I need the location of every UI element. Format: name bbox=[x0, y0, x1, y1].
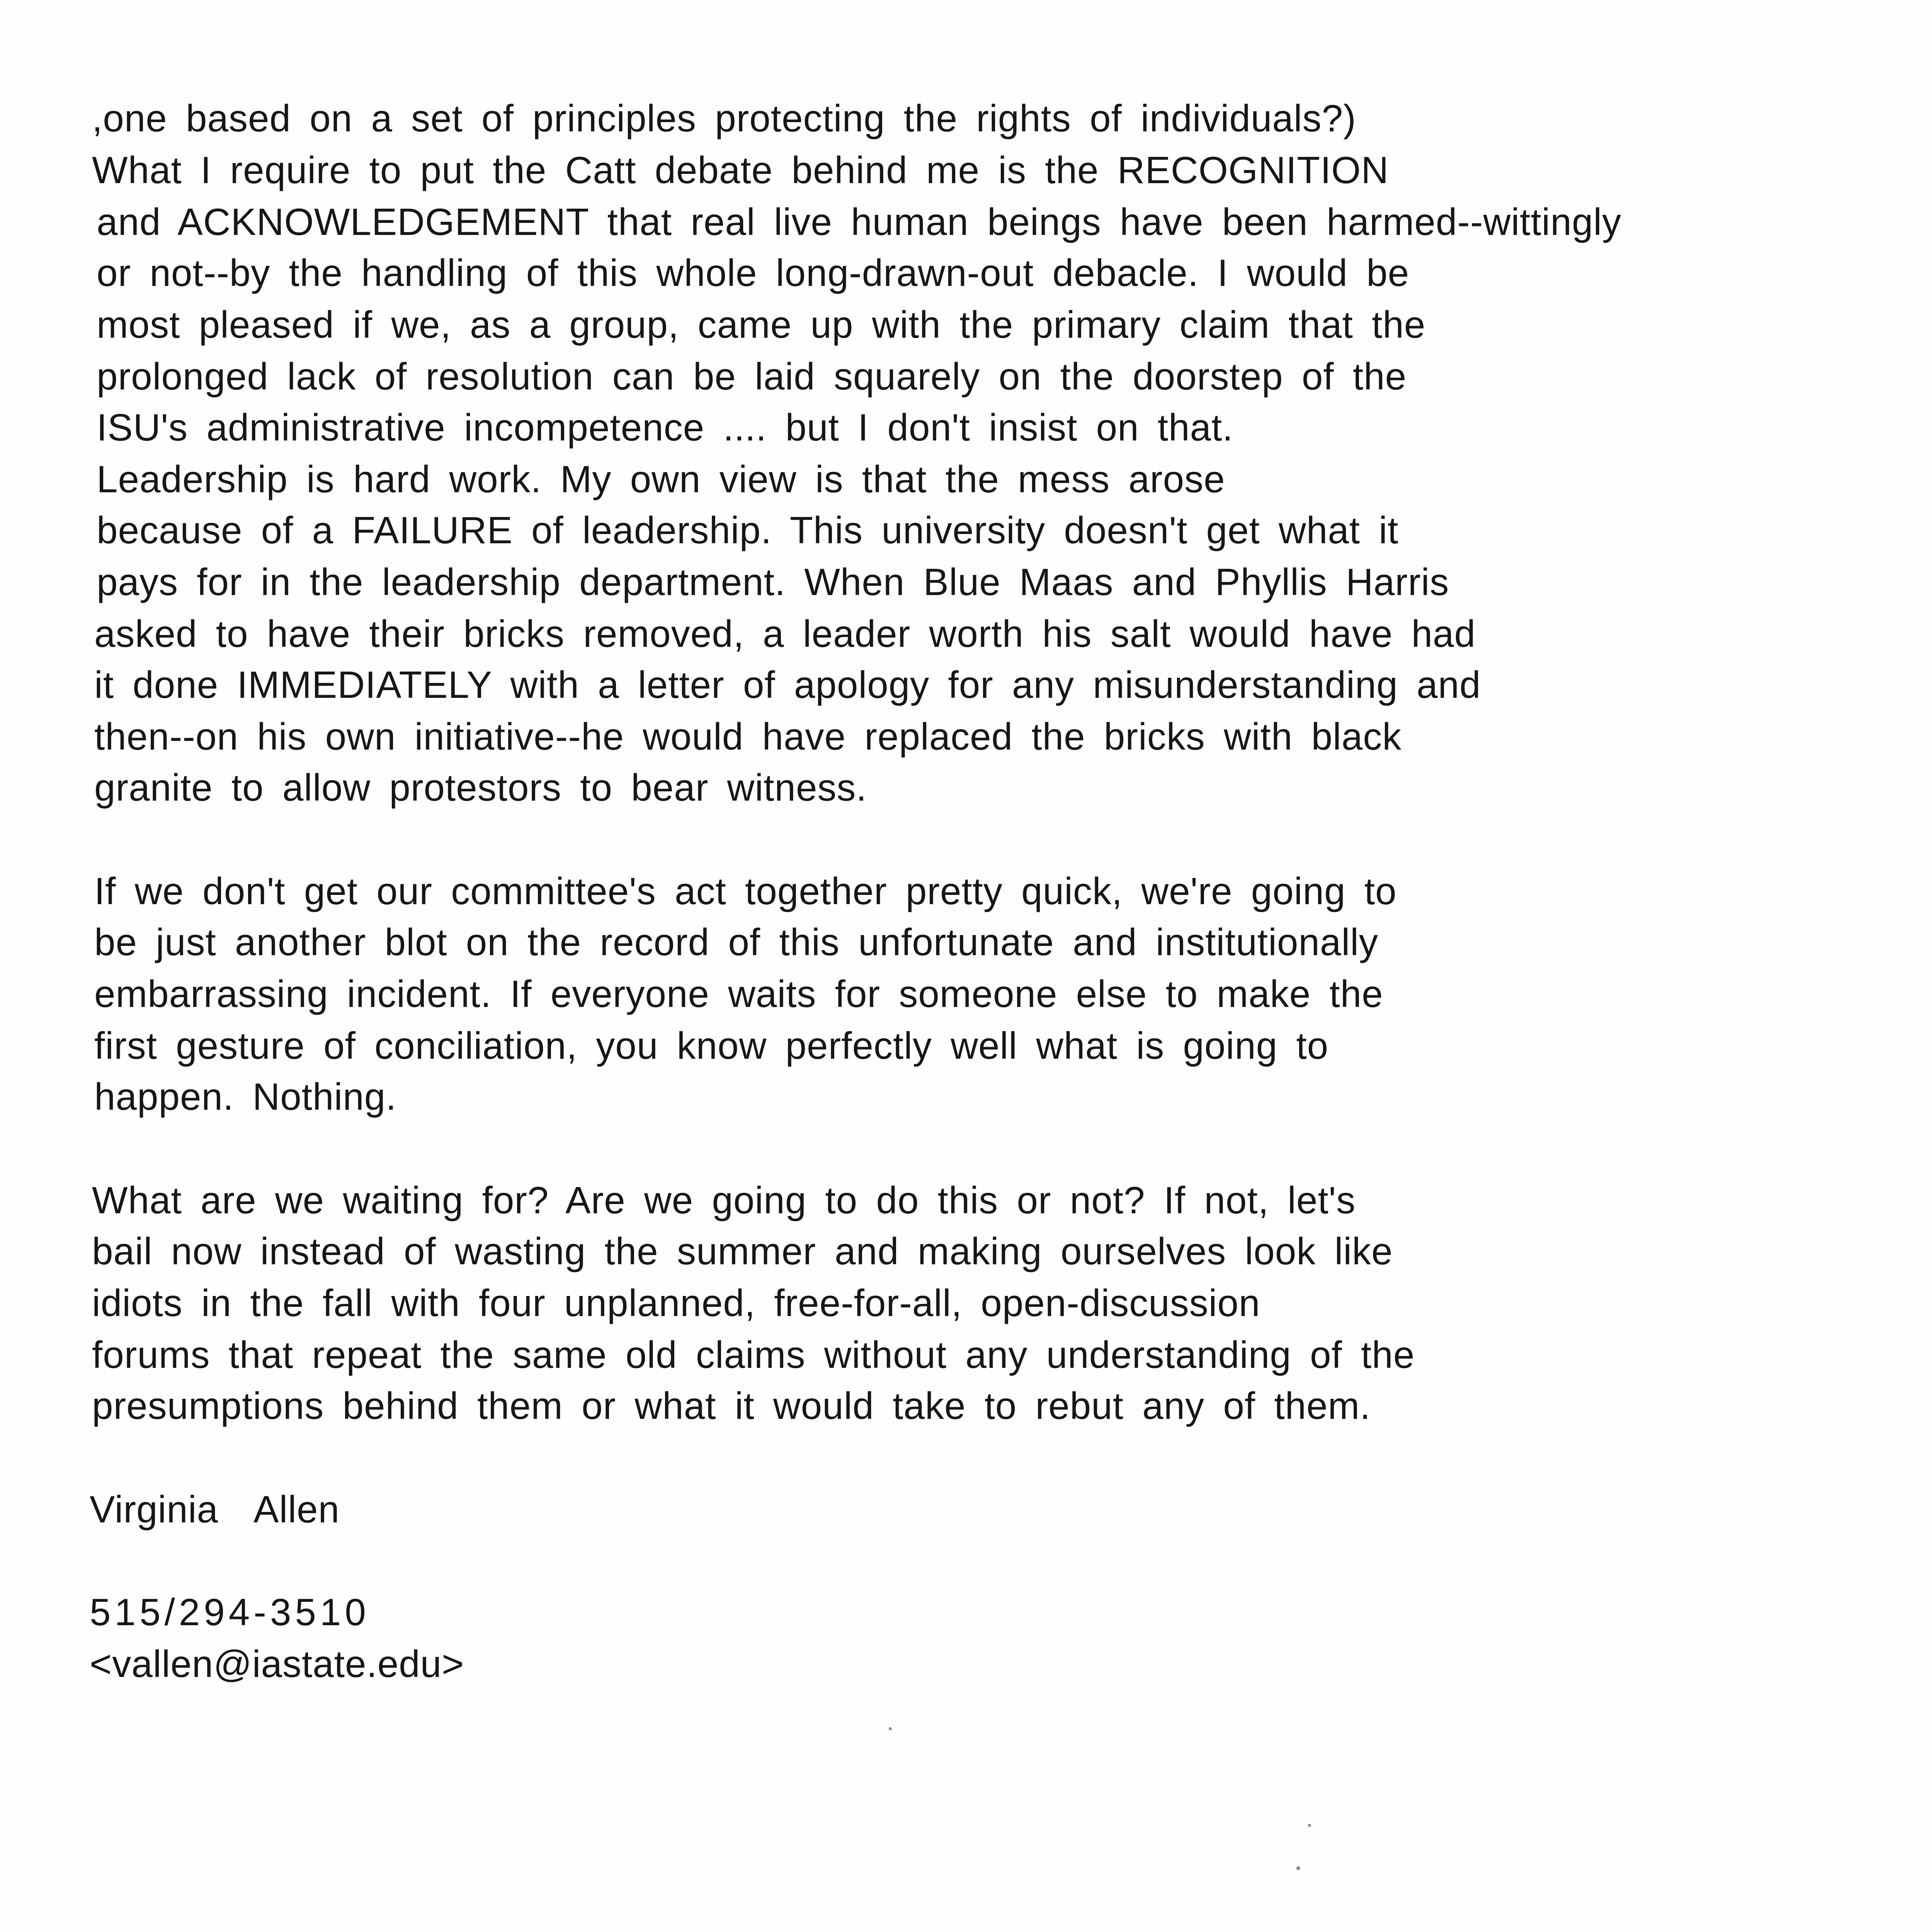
letter-line: What are we waiting for? Are we going to do this or not? If not, let's bbox=[92, 1179, 1356, 1221]
letter-line: presumptions behind them or what it would take to rebut any of them. bbox=[92, 1384, 1371, 1427]
letter-line: first gesture of conciliation, you know perfectly well what is going to bbox=[94, 1024, 1329, 1067]
scan-speck bbox=[1308, 1824, 1311, 1827]
letter-line: If we don't get our committee's act together pretty quick, we're going to bbox=[94, 870, 1397, 912]
letter-line: then--on his own initiative--he would have replaced the bricks with black bbox=[94, 715, 1402, 758]
letter-line: happen. Nothing. bbox=[94, 1075, 397, 1118]
letter-line: and ACKNOWLEDGEMENT that real live human beings have been harmed--wittingly bbox=[97, 201, 1622, 243]
letter-line: forums that repeat the same old claims without any understanding of the bbox=[92, 1333, 1415, 1376]
letter-line: most pleased if we, as a group, came up with the primary claim that the bbox=[97, 303, 1426, 346]
letter-line: idiots in the fall with four unplanned, free-for-all, open-discussion bbox=[92, 1282, 1260, 1324]
letter-line: or not--by the handling of this whole long-drawn-out debacle. I would be bbox=[97, 252, 1410, 294]
letter-line: because of a FAILURE of leadership. This university doesn't get what it bbox=[97, 509, 1399, 551]
letter-line: What I require to put the Catt debate behind me is the RECOGNITION bbox=[92, 149, 1389, 191]
letter-line: ,one based on a set of principles protecting the rights of individuals?) bbox=[92, 97, 1356, 139]
letter-line: prolonged lack of resolution can be laid squarely on the doorstep of the bbox=[97, 355, 1407, 398]
letter-line: Leadership is hard work. My own view is that the mess arose bbox=[97, 458, 1225, 500]
scan-speck bbox=[889, 1727, 892, 1730]
signature-name: Virginia Allen bbox=[90, 1488, 340, 1531]
phone-number: 515/294-3510 bbox=[90, 1591, 370, 1633]
letter-line: bail now instead of wasting the summer and making ourselves look like bbox=[92, 1230, 1393, 1272]
letter-line: ISU's administrative incompetence .... but I don't insist on that. bbox=[97, 406, 1233, 449]
letter-line: embarrassing incident. If everyone waits for someone else to make the bbox=[94, 973, 1383, 1015]
email-address: <vallen@iastate.edu> bbox=[90, 1643, 464, 1685]
letter-line: granite to allow protestors to bear witness. bbox=[94, 766, 867, 809]
letter-line: it done IMMEDIATELY with a letter of apology for any misunderstanding and bbox=[94, 663, 1481, 706]
letter-line: pays for in the leadership department. When Blue Maas and Phyllis Harris bbox=[97, 561, 1449, 603]
scan-speck bbox=[1296, 1866, 1300, 1870]
letter-line: be just another blot on the record of this unfortunate and institutionally bbox=[94, 921, 1379, 963]
letter-line: asked to have their bricks removed, a leader worth his salt would have had bbox=[94, 612, 1476, 655]
